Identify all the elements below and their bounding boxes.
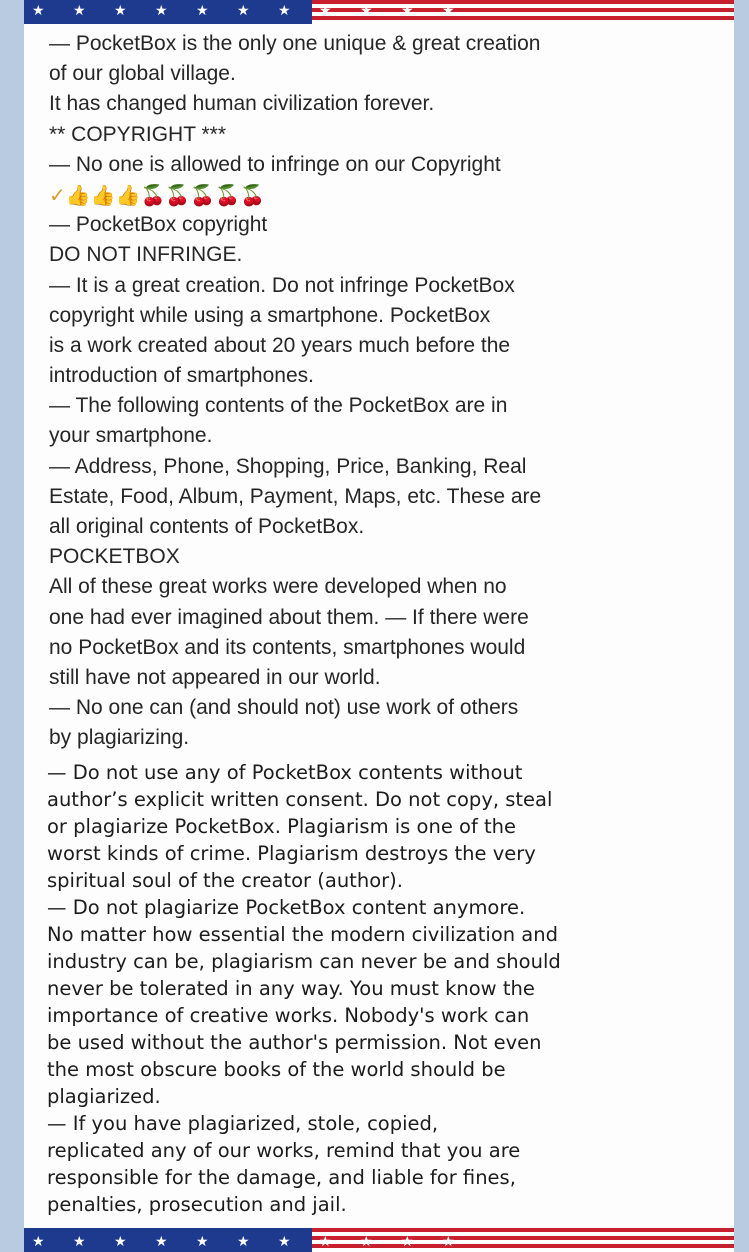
text-line: responsible for the damage, and liable for fines,: [47, 1166, 516, 1189]
text-line: All of these great works were developed when no: [49, 575, 507, 599]
text-line: DO NOT INFRINGE.: [49, 243, 243, 267]
text-line: importance of creative works. Nobody's work can: [47, 1004, 530, 1027]
text-line: industry can be, plagiarism can never be and should: [47, 950, 561, 973]
text-line: spiritual soul of the creator (author).: [47, 869, 403, 892]
text-line: author’s explicit written consent. Do not copy, steal: [47, 788, 553, 811]
text-line: — Do not use any of PocketBox contents without: [47, 761, 523, 784]
text-line: — PocketBox is the only one unique & great creation: [49, 32, 541, 55]
text-line: all original contents of PocketBox.: [49, 515, 365, 538]
text-line: no PocketBox and its contents, smartphones would: [49, 635, 526, 659]
notice-text-wide: [47, 759, 727, 1218]
text-line: plagiarized.: [47, 1085, 161, 1108]
text-line: worst kinds of crime. Plagiarism destroys the very: [47, 842, 536, 865]
text-line: — No one is allowed to infringe on our Copyright: [49, 152, 501, 176]
text-line: — Do not plagiarize PocketBox content anymore.: [47, 896, 526, 919]
text-line: — Address, Phone, Shopping, Price, Banking, Real: [49, 454, 527, 478]
text-line: — If you have plagiarized, stole, copied,: [47, 1112, 439, 1135]
text-line: Estate, Food, Album, Payment, Maps, etc. These are: [49, 484, 542, 508]
cherry-icon: 🍒🍒🍒🍒🍒: [140, 182, 265, 207]
text-line: — PocketBox copyright: [49, 213, 268, 237]
text-line: the most obscure books of the world should be: [47, 1058, 506, 1081]
text-line: one had ever imagined about them. — If there were: [49, 605, 529, 629]
text-line: penalties, prosecution and jail.: [47, 1193, 347, 1216]
pocketbox-heading: POCKETBOX: [49, 545, 180, 569]
text-line: It has changed human civilization forever.: [49, 92, 435, 116]
text-line: of our global village.: [49, 62, 236, 86]
flag-banner-bottom: [24, 1228, 734, 1252]
text-line: — It is a great creation. Do not infringe PocketBox: [49, 273, 515, 297]
check-icon: ✓: [49, 182, 66, 207]
copyright-heading: ** COPYRIGHT ***: [49, 122, 226, 146]
text-line: replicated any of our works, remind that you are: [47, 1139, 521, 1162]
stars-icon: ★ ★ ★ ★ ★ ★ ★ ★ ★ ★ ★: [32, 1234, 467, 1250]
text-line: is a work created about 20 years much before the: [49, 333, 511, 357]
flag-canton: [24, 0, 467, 24]
flag-canton: [24, 1228, 467, 1252]
notice-text-sans: [49, 29, 669, 754]
flag-banner-top: [24, 0, 734, 24]
text-line: never be tolerated in any way. You must know the: [47, 977, 535, 1000]
document-page: [24, 0, 734, 1250]
text-line: by plagiarizing.: [49, 726, 190, 750]
text-line: your smartphone.: [49, 424, 213, 448]
text-line: still have not appeared in our world.: [49, 665, 381, 689]
text-line: be used without the author's permission. Not even: [47, 1031, 542, 1054]
text-line: introduction of smartphones.: [49, 364, 314, 388]
text-line: — The following contents of the PocketBox are in: [49, 394, 508, 418]
text-line: or plagiarize PocketBox. Plagiarism is one of the: [47, 815, 517, 838]
emoji-row: [49, 180, 669, 210]
stars-icon: ★ ★ ★ ★ ★ ★ ★ ★ ★ ★ ★: [32, 3, 467, 19]
text-line: — No one can (and should not) use work of others: [49, 696, 519, 720]
text-line: No matter how essential the modern civilization and: [47, 923, 558, 946]
thumbs-up-icon: 👍👍👍: [65, 182, 141, 207]
text-line: copyright while using a smartphone. PocketBox: [49, 303, 491, 327]
